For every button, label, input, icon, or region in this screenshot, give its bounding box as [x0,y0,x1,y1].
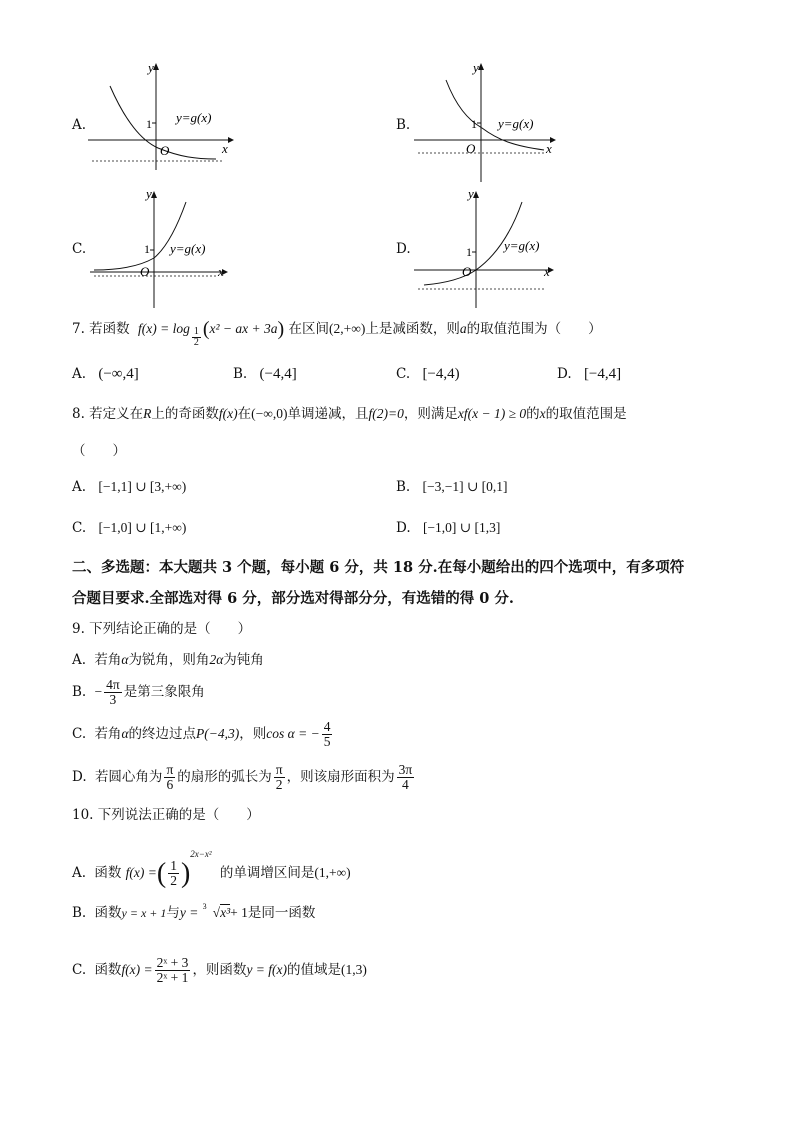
graph-d-tick-one: 1 [466,245,472,259]
graph-d-origin: O [462,264,472,279]
question-9-stem: 9. 下列结论正确的是（ ） [72,621,252,637]
section-2-heading-line-2: 合题目要求.全部选对得 6 分，部分选对得部分分，有选错的得 0 分. [72,590,514,607]
graph-a-origin: O [160,143,170,158]
q10-b-cube-root: 3 √x³ [202,902,231,920]
graph-b-y-label: y [473,60,479,75]
section-2-heading-line-1: 二、多选题：本大题共 3 个题，每小题 6 分，共 18 分.在每小题给出的四个选项中，有多项符 [72,559,685,576]
q10-option-c[interactable]: C. 函数f(x) = $\frac{\text{2ˣ + 3}}{\text{2ˣ + 1}}$ ，则函数y = f(x)的值域是(1,3) [72,955,367,985]
q7-option-c-value: [−4,4) [422,366,460,382]
question-8-answer-paren: （ ） [72,443,126,459]
q9-option-c[interactable]: C. 若角α的终边过点P(−4,3)，则cos α = − $\frac{4}{5}$ [72,719,331,749]
graph-c-y-label: y [146,186,152,201]
graph-d-label: D. [396,241,411,257]
q7-text-interval: 在区间 [288,321,329,337]
q7-text-range: 的取值范围为（ ） [466,321,602,337]
graph-c-tick-one: 1 [144,242,150,256]
q7-option-b[interactable] [233,365,297,383]
q7-option-a-value: (−∞,4] [98,366,139,382]
q7-option-b-value: (−4,4] [259,366,297,382]
graph-c-origin: O [140,264,150,279]
q8-option-d[interactable]: D. [−1,0] ∪ [1,3] [396,520,501,536]
q8-option-b[interactable]: B. [−3,−1] ∪ [0,1] [396,479,508,495]
question-7-stem: 7. 若函数 f(x) = log $\frac{1}{2}$ (x² − ax + 3a) 在区间(2,+∞)上是减函数，则a的取值范围为（ ） [72,318,602,348]
graph-a-plot [88,58,238,170]
q7-text-decreasing: 上是减函数，则 [365,321,460,337]
graph-a-y-label: y [148,60,154,75]
q7-interval: (2,+∞) [328,321,366,336]
graph-c-x-label: x [218,264,224,279]
q10-c-fraction: $\frac{\text{2ˣ + 3}}{\text{2ˣ + 1}}$ [156,955,189,985]
q9-c-fraction: $\frac{4}{5}$ [323,719,331,749]
q9-option-b[interactable]: B. − $\frac{4\pi}{3}$ 是第三象限角 [72,677,205,707]
graph-a-curve-label: y=g(x) [176,110,212,125]
graph-a-tick-one: 1 [146,117,152,131]
q8-option-c[interactable]: C. [−1,0] ∪ [1,+∞) [72,520,187,536]
graph-b-label: B. [396,117,411,133]
graph-c-curve-label: y=g(x) [170,241,206,256]
graph-d-curve-label: y=g(x) [504,238,540,253]
q8-option-a[interactable]: A. [−1,1] ∪ [3,+∞) [72,479,187,495]
q7-option-c[interactable] [396,365,460,383]
graph-d-y-label: y [468,186,474,201]
q7-log-argument: x² − ax + 3a [209,321,278,336]
q7-option-d-label: D. [557,366,572,382]
q7-option-c-label: C. [396,366,411,382]
q10-option-b[interactable]: B. 函数y = x + 1与y = 3 √x³+ 1是同一函数 [72,902,316,921]
q7-option-b-label: B. [233,366,248,382]
q7-option-d[interactable] [557,365,621,383]
q9-option-d[interactable]: D. 若圆心角为 $\frac{\pi}{6}$ 的扇形的弧长为 $\frac{\pi}{2}$ ，则该扇形面积为 $\frac{3\pi}{4}$ [72,762,413,792]
q7-option-d-value: [−4,4] [583,366,622,382]
q9-option-a[interactable]: A. 若角α为锐角，则角2α为钝角 [72,652,264,668]
q7-variable: a [459,321,467,336]
graph-a-label: A. [72,117,87,133]
graph-b-curve-label: y=g(x) [498,116,534,131]
q7-option-a[interactable] [72,365,139,383]
graph-a-x-label: x [222,141,228,156]
q7-function: f(x) = log [137,321,190,336]
graph-d-plot [414,186,564,310]
q7-log-base: $\frac{1}{2}$ [193,326,199,348]
graph-b-x-label: x [546,141,552,156]
question-8-stem: 8. 若定义在R上的奇函数f(x)在(−∞,0)单调递减，且f(2)=0，则满足xf(x − 1) ≥ 0的x的取值范围是 [72,406,627,422]
graph-b-plot [414,58,564,184]
q9-b-fraction: $\frac{4\pi}{3}$ [106,677,120,707]
question-10-stem: 10. 下列说法正确的是（ ） [72,807,260,823]
graph-c-plot [90,186,240,310]
q7-option-a-label: A. [72,366,87,382]
graph-c-label: C. [72,241,87,257]
graph-b-origin: O [466,141,476,156]
q10-option-a[interactable]: A. 函数 f(x) =( $\frac{1}{2}$ )$^{2x-x^2}$ 的单调增区间是(1,+∞) [72,849,351,889]
graph-d-x-label: x [544,264,550,279]
q7-number: 7. 若函数 [72,321,130,337]
graph-b-tick-one: 1 [471,117,477,131]
